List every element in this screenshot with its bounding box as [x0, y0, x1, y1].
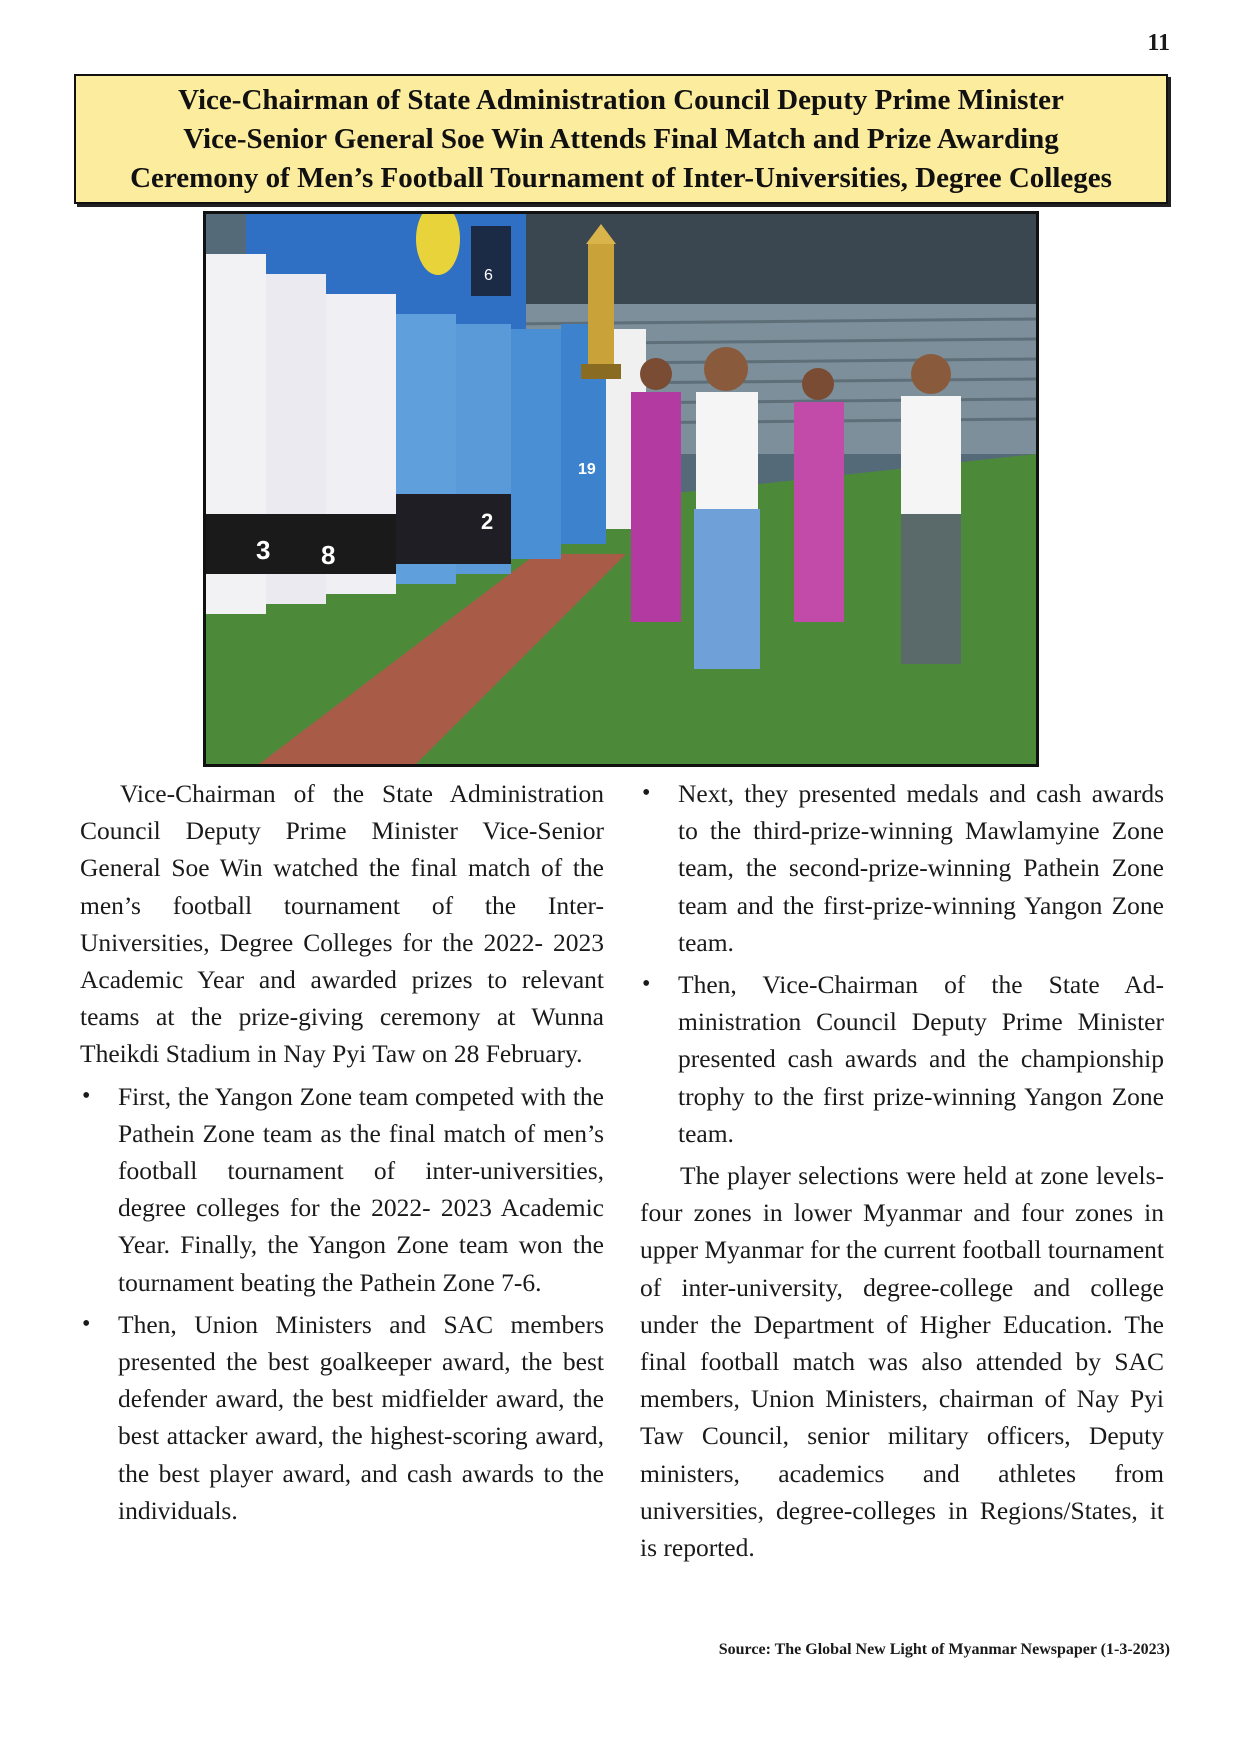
jersey-number-2: 2: [481, 509, 494, 534]
left-column: [80, 775, 604, 1534]
attendant-left: [631, 358, 681, 622]
right-column: [640, 775, 1164, 1566]
headline-box: [74, 74, 1168, 204]
attendant-right: [794, 368, 844, 622]
presenter: [694, 347, 760, 669]
page-number: 11: [1147, 30, 1170, 56]
closing-paragraph: The player selections were held at zone levels- four zones in lower Myanmar and four zones in upper Myanmar for the current football tournament of inter-university, degree-college and college under the Department of Higher Education. The final football match was also attended by SAC members, Union Ministers, chairman of Nay Pyi Taw Council, senior military officers, Deputy ministers, academics and athletes from universities, degree-colleges in Regions/States, it is reported.: [640, 1161, 1164, 1563]
stadium-roof: [506, 214, 1036, 304]
bullet-item: • Then, Union Ministers and SAC members presented the best goalkeeper award, the best defender award, the best midfielder award, the best attacker award, the highest-scoring award, the best player award, and cash awards to the individuals.: [80, 1306, 604, 1529]
jersey-number-8: 8: [321, 540, 336, 570]
jersey-number-19: 19: [578, 461, 596, 478]
bullet-item: • Next, they presented medals and cash awards to the third-prize-winning Mawlamyine Zone team, the second-prize-winning Pathein Zone team and the first-prize-winning Yangon Zone team.: [640, 775, 1164, 961]
jersey-number-3: 3: [256, 535, 271, 565]
headline-line-2: Vice-Senior General Soe Win Attends Final Match and Prize Awarding: [183, 122, 1059, 155]
bullet-item: • First, the Yangon Zone team competed with the Pathein Zone team as the final match of men’s football tournament of inter-universities, degree colleges for the 2022- 2023 Academic Year. Finally, the Yangon Zone team won the tournament beating the Pathein Zone 7-6.: [80, 1078, 604, 1301]
scoreboard: [471, 226, 511, 296]
official-right: [901, 354, 961, 664]
bullet-item: • Then, Vice-Chairman of the State Administration Council Deputy Prime Minister presented cash awards and the championship trophy to the first prize-winning Yangon Zone team.: [640, 966, 1164, 1152]
ceremony-photo: [203, 211, 1039, 767]
intro-paragraph: Vice-Chairman of the State Administration Council Deputy Prime Minister Vice-Senior General Soe Win watched the final match of the men’s football tournament of the Inter-Universities, Degree Colleges for the 2022- 2023 Academic Year and awarded prizes to relevant teams at the prize-giving ceremony at Wunna Theikdi Stadium in Nay Pyi Taw on 28 February.: [80, 779, 604, 1069]
right-bullet-list: [640, 775, 1164, 1152]
source-credit: Source: The Global New Light of Myanmar Newspaper (1-3-2023): [718, 1641, 1170, 1658]
photo-illustration: [206, 214, 1036, 764]
left-bullet-list: [80, 1078, 604, 1529]
headline-line-1: Vice-Chairman of State Administration Council Deputy Prime Minister: [178, 83, 1064, 116]
scoreboard-number: 6: [484, 267, 493, 284]
headline-line-3: Ceremony of Men’s Football Tournament of Inter-Universities, Degree Colleges: [130, 161, 1112, 194]
